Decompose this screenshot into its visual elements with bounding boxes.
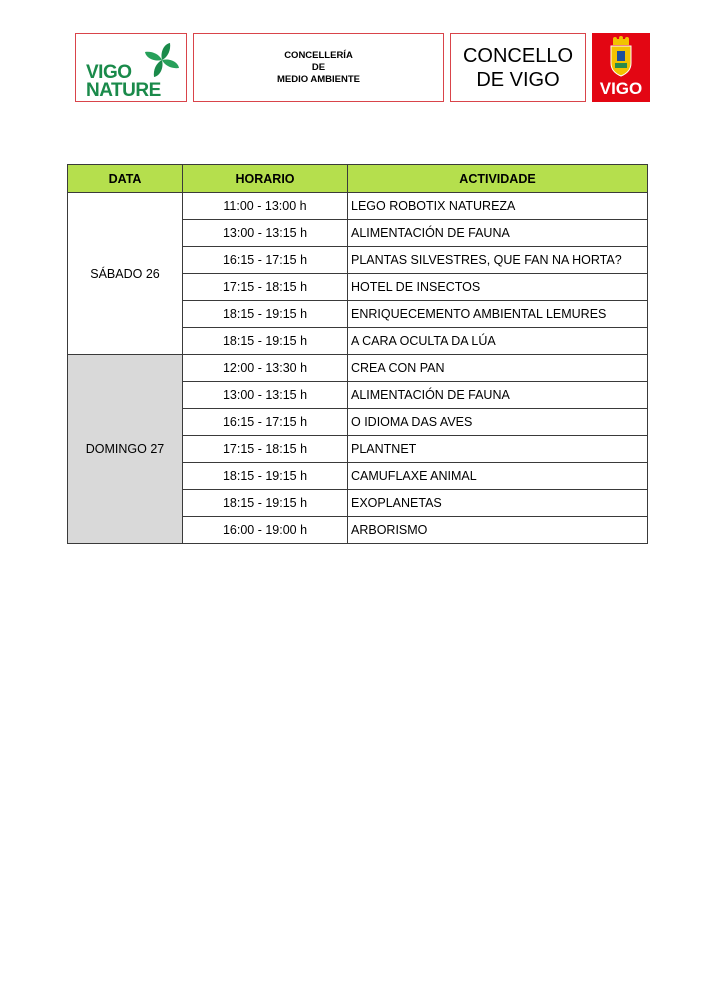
date-cell: DOMINGO 27 bbox=[68, 355, 183, 544]
department-line1: CONCELLERÍA bbox=[284, 49, 353, 61]
schedule-table bbox=[67, 164, 648, 544]
activity-cell: ARBORISMO bbox=[348, 517, 648, 544]
activity-cell: PLANTAS SILVESTRES, QUE FAN NA HORTA? bbox=[348, 247, 648, 274]
time-cell: 18:15 - 19:15 h bbox=[183, 301, 348, 328]
schedule-body bbox=[68, 193, 648, 544]
activity-cell: ENRIQUECEMENTO AMBIENTAL LEMURES bbox=[348, 301, 648, 328]
logo-vigo-text: VIGO bbox=[86, 62, 132, 83]
header-time: HORARIO bbox=[183, 165, 348, 193]
table-row bbox=[68, 355, 648, 382]
time-cell: 11:00 - 13:00 h bbox=[183, 193, 348, 220]
activity-cell: ALIMENTACIÓN DE FAUNA bbox=[348, 220, 648, 247]
time-cell: 18:15 - 19:15 h bbox=[183, 328, 348, 355]
time-cell: 16:15 - 17:15 h bbox=[183, 247, 348, 274]
time-cell: 13:00 - 13:15 h bbox=[183, 382, 348, 409]
concello-line2: DE VIGO bbox=[476, 68, 560, 91]
concello-box bbox=[450, 33, 586, 102]
activity-cell: EXOPLANETAS bbox=[348, 490, 648, 517]
time-cell: 12:00 - 13:30 h bbox=[183, 355, 348, 382]
activity-cell: O IDIOMA DAS AVES bbox=[348, 409, 648, 436]
activity-cell: ALIMENTACIÓN DE FAUNA bbox=[348, 382, 648, 409]
department-box bbox=[193, 33, 444, 102]
time-cell: 16:00 - 19:00 h bbox=[183, 517, 348, 544]
header-activity: ACTIVIDADE bbox=[348, 165, 648, 193]
time-cell: 17:15 - 18:15 h bbox=[183, 274, 348, 301]
table-header-row bbox=[68, 165, 648, 193]
time-cell: 16:15 - 17:15 h bbox=[183, 409, 348, 436]
date-cell: SÁBADO 26 bbox=[68, 193, 183, 355]
header-date: DATA bbox=[68, 165, 183, 193]
department-line2: DE bbox=[311, 61, 326, 73]
vigo-city-logo bbox=[592, 33, 650, 102]
activity-cell: CAMUFLAXE ANIMAL bbox=[348, 463, 648, 490]
department-line3: MEDIO AMBIENTE bbox=[276, 73, 361, 85]
activity-cell: A CARA OCULTA DA LÚA bbox=[348, 328, 648, 355]
vigo-nature-logo bbox=[75, 33, 187, 102]
time-cell: 18:15 - 19:15 h bbox=[183, 490, 348, 517]
activity-cell: PLANTNET bbox=[348, 436, 648, 463]
logo-nature-text: NATURE bbox=[86, 80, 161, 101]
table-row bbox=[68, 193, 648, 220]
activity-cell: HOTEL DE INSECTOS bbox=[348, 274, 648, 301]
activity-cell: CREA CON PAN bbox=[348, 355, 648, 382]
vigo-logo-text: VIGO bbox=[599, 79, 643, 98]
activity-cell: LEGO ROBOTIX NATUREZA bbox=[348, 193, 648, 220]
time-cell: 17:15 - 18:15 h bbox=[183, 436, 348, 463]
concello-line1: CONCELLO bbox=[462, 44, 574, 67]
time-cell: 13:00 - 13:15 h bbox=[183, 220, 348, 247]
leaf-pinwheel-icon bbox=[142, 40, 182, 80]
time-cell: 18:15 - 19:15 h bbox=[183, 463, 348, 490]
